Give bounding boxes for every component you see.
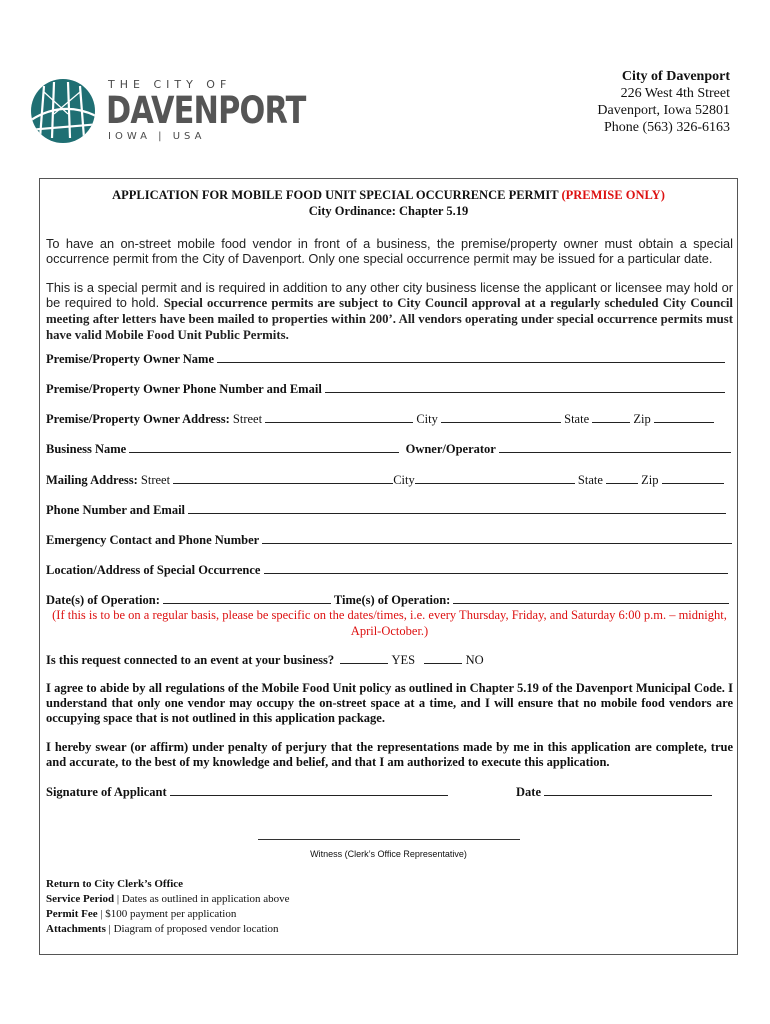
logo-wordmark: DAVENPORT xyxy=(106,89,306,132)
emergency-contact-field[interactable] xyxy=(46,533,734,548)
date-input[interactable] xyxy=(544,785,712,796)
event-yes-label: YES xyxy=(391,653,416,667)
city-address-block xyxy=(597,68,730,136)
owner-operator-input[interactable] xyxy=(499,442,731,453)
owner-zip-input[interactable] xyxy=(654,412,714,423)
owner-phone-input[interactable] xyxy=(325,382,725,393)
permit-fee-label: Permit Fee xyxy=(46,908,98,920)
city-state-zip: Davenport, Iowa 52801 xyxy=(597,103,730,118)
owner-phone-field[interactable] xyxy=(46,382,734,397)
owner-street-label: Street xyxy=(232,412,263,426)
owner-state-input[interactable] xyxy=(592,412,630,423)
permit-fee xyxy=(46,907,290,922)
event-question xyxy=(46,653,734,668)
city-logo xyxy=(30,76,306,146)
service-period xyxy=(46,892,290,907)
mailing-address-field[interactable] xyxy=(46,473,734,488)
signature-input[interactable] xyxy=(170,785,448,796)
signature-label: Signature of Applicant xyxy=(46,785,167,799)
form-subtitle: City Ordinance: Chapter 5.19 xyxy=(308,204,469,218)
dates-label: Date(s) of Operation: xyxy=(46,593,160,607)
mailing-street-input[interactable] xyxy=(173,473,393,484)
witness-label: Witness (Clerk’s Office Representative) xyxy=(310,849,467,859)
regular-basis-note: (If this is to be on a regular basis, please be specific on the dates/times, i.e. every Thursday, Friday, and Saturday 6:00 p.m. – midnight, April-October.) xyxy=(52,608,727,638)
street-address: 226 West 4th Street xyxy=(620,86,730,101)
attachments xyxy=(46,922,290,937)
owner-state-label: State xyxy=(564,412,590,426)
event-no-label: NO xyxy=(465,653,484,667)
agreement-paragraph: I agree to abide by all regulations of the Mobile Food Unit policy as outlined in Chapter 5.19 of the Davenport Municipal Code. I understand that only one vendor may occupy the on-street space at a time, and I will ensure that no mobile food vendors are occupying space that is not outlined in this application package. xyxy=(46,681,733,725)
owner-operator-label: Owner/Operator xyxy=(405,442,496,456)
owner-name-input[interactable] xyxy=(217,352,725,363)
attachments-value: | Diagram of proposed vendor location xyxy=(105,923,279,935)
owner-street-input[interactable] xyxy=(265,412,413,423)
special-permit-paragraph xyxy=(46,280,733,343)
owner-phone-label: Premise/Property Owner Phone Number and Email xyxy=(46,382,322,396)
org-name: City of Davenport xyxy=(621,69,730,84)
return-to: Return to City Clerk’s Office xyxy=(46,878,184,890)
owner-city-label: City xyxy=(416,412,438,426)
mailing-city-label: City xyxy=(393,473,415,487)
mailing-street-label: Street xyxy=(140,473,171,487)
times-input[interactable] xyxy=(453,593,729,604)
mailing-state-label: State xyxy=(577,473,603,487)
mailing-city-input[interactable] xyxy=(415,473,575,484)
logo-line-1: THE CITY OF xyxy=(108,78,232,91)
bridge-logo-icon xyxy=(30,78,102,144)
event-yes-input[interactable] xyxy=(340,653,388,664)
event-question-label: Is this request connected to an event at your business? xyxy=(46,653,335,667)
location-field[interactable] xyxy=(46,563,734,578)
mailing-zip-input[interactable] xyxy=(662,473,724,484)
attachments-label: Attachments xyxy=(46,923,106,935)
location-label: Location/Address of Special Occurrence xyxy=(46,563,261,577)
event-no-input[interactable] xyxy=(424,653,462,664)
service-period-label: Service Period xyxy=(46,893,115,905)
phone-number: Phone (563) 326-6163 xyxy=(604,120,730,135)
phone-email-input[interactable] xyxy=(188,503,726,514)
dates-times-field[interactable] xyxy=(46,593,734,608)
logo-line-3: IOWA | USA xyxy=(108,131,206,142)
mailing-zip-label: Zip xyxy=(641,473,659,487)
service-period-value: | Dates as outlined in application above xyxy=(114,893,290,905)
application-form xyxy=(39,178,738,955)
owner-zip-label: Zip xyxy=(633,412,651,426)
business-name-field[interactable] xyxy=(46,442,734,457)
dates-input[interactable] xyxy=(163,593,331,604)
return-footer xyxy=(46,877,290,937)
owner-city-input[interactable] xyxy=(441,412,561,423)
business-name-input[interactable] xyxy=(129,442,399,453)
witness-signature-line[interactable] xyxy=(258,839,520,840)
owner-name-label: Premise/Property Owner Name xyxy=(46,352,215,366)
owner-name-field[interactable] xyxy=(46,352,734,367)
mailing-address-label: Mailing Address: xyxy=(46,473,138,487)
affirmation-paragraph: I hereby swear (or affirm) under penalty of perjury that the representations made by me in this application are complete, true and accurate, to the best of my knowledge and belief, and that I am authorized to execute this application. xyxy=(46,740,733,769)
intro-paragraph: To have an on-street mobile food vendor in front of a business, the premise/property owner must obtain a special occurrence permit from the City of Davenport. Only one special occurrence permit may be issued for a particular date. xyxy=(46,236,733,266)
times-label: Time(s) of Operation: xyxy=(333,593,451,607)
permit-fee-value: | $100 payment per application xyxy=(97,908,237,920)
date-label: Date xyxy=(516,785,541,799)
form-title xyxy=(40,187,737,219)
phone-email-field[interactable] xyxy=(46,503,734,518)
owner-address-field[interactable] xyxy=(46,412,734,427)
emergency-contact-label: Emergency Contact and Phone Number xyxy=(46,533,259,547)
signature-field[interactable] xyxy=(46,785,734,800)
mailing-state-input[interactable] xyxy=(606,473,638,484)
business-name-label: Business Name xyxy=(46,442,127,456)
owner-address-label: Premise/Property Owner Address: xyxy=(46,412,230,426)
form-title-premise-only: (PREMISE ONLY) xyxy=(561,188,665,202)
emergency-contact-input[interactable] xyxy=(262,533,732,544)
location-input[interactable] xyxy=(264,563,728,574)
form-title-main: APPLICATION FOR MOBILE FOOD UNIT SPECIAL OCCURRENCE PERMIT xyxy=(112,188,562,202)
special-permit-plain: This is a special permit and is required in addition to any other city business license the applicant or licensee may hold or be required to hold. xyxy=(46,280,733,310)
phone-email-label: Phone Number and Email xyxy=(46,503,186,517)
special-permit-bold: Special occurrence permits are subject to City Council approval at a regularly scheduled City Council meeting after letters have been mailed to properties within 200’. All vendors operating under special occurrence permits must have valid Mobile Food Unit Public Permits. xyxy=(46,296,733,342)
